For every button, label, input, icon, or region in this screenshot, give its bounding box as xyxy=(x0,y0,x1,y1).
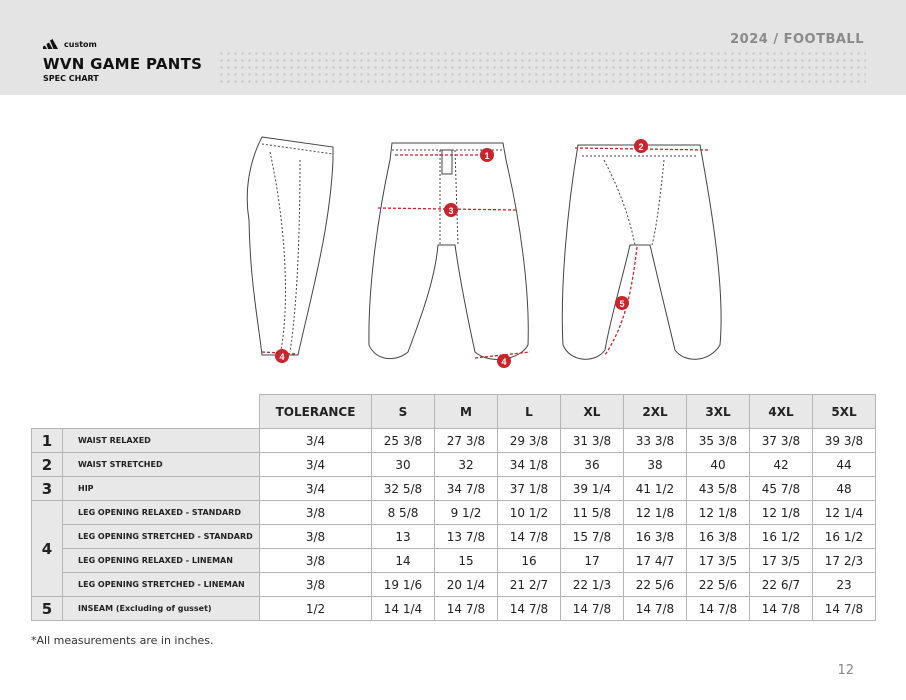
pants-illustration xyxy=(230,130,730,375)
row-number: 1 xyxy=(32,429,63,453)
cell: 12 1/8 xyxy=(750,501,813,525)
cell: 37 1/8 xyxy=(498,477,561,501)
table-row xyxy=(32,429,876,453)
cell: 17 xyxy=(561,549,624,573)
row-label: LEG OPENING RELAXED - STANDARD xyxy=(63,501,260,525)
cell: 14 7/8 xyxy=(813,597,876,621)
cell: 3/8 xyxy=(260,525,372,549)
cell: 13 7/8 xyxy=(435,525,498,549)
cell: 14 7/8 xyxy=(750,597,813,621)
cell: 20 1/4 xyxy=(435,573,498,597)
cell: 11 5/8 xyxy=(561,501,624,525)
cell: 15 xyxy=(435,549,498,573)
cell: 30 xyxy=(372,453,435,477)
callout-1 xyxy=(480,148,494,162)
cell: 3/4 xyxy=(260,453,372,477)
cell: 16 1/2 xyxy=(813,525,876,549)
col-m: M xyxy=(435,395,498,429)
page-number: 12 xyxy=(837,663,854,678)
page-title: WVN GAME PANTS xyxy=(43,55,203,73)
row-number: 5 xyxy=(32,597,63,621)
col-xl: XL xyxy=(561,395,624,429)
table-row xyxy=(32,525,876,549)
callout-5-label: 5 xyxy=(619,299,625,309)
col-4xl: 4XL xyxy=(750,395,813,429)
cell: 16 3/8 xyxy=(687,525,750,549)
col-3xl: 3XL xyxy=(687,395,750,429)
page-header xyxy=(0,0,906,95)
callout-3-label: 3 xyxy=(448,206,454,216)
cell: 27 3/8 xyxy=(435,429,498,453)
cell: 40 xyxy=(687,453,750,477)
cell: 14 7/8 xyxy=(624,597,687,621)
cell: 12 1/8 xyxy=(624,501,687,525)
page-subtitle: SPEC CHART xyxy=(43,74,99,83)
cell: 3/8 xyxy=(260,549,372,573)
front-view-pants xyxy=(369,143,528,359)
adidas-stripes-icon xyxy=(43,39,61,49)
brand-name: custom xyxy=(64,40,97,49)
callout-3 xyxy=(444,203,458,217)
cell: 17 2/3 xyxy=(813,549,876,573)
callout-1-label: 1 xyxy=(484,151,490,161)
cell: 14 xyxy=(372,549,435,573)
cell: 34 1/8 xyxy=(498,453,561,477)
row-label: WAIST STRETCHED xyxy=(63,453,260,477)
cell: 32 xyxy=(435,453,498,477)
cell: 39 1/4 xyxy=(561,477,624,501)
row-label: LEG OPENING RELAXED - LINEMAN xyxy=(63,549,260,573)
cell: 14 7/8 xyxy=(561,597,624,621)
back-view-pants xyxy=(562,145,721,359)
cell: 16 1/2 xyxy=(750,525,813,549)
cell: 19 1/6 xyxy=(372,573,435,597)
cell: 3/4 xyxy=(260,477,372,501)
cell: 8 5/8 xyxy=(372,501,435,525)
cell: 43 5/8 xyxy=(687,477,750,501)
row-number: 4 xyxy=(32,501,63,597)
cell: 36 xyxy=(561,453,624,477)
callout-2-label: 2 xyxy=(638,142,644,152)
col-tolerance: TOLERANCE xyxy=(260,395,372,429)
side-view-pants xyxy=(247,137,333,355)
callout-4-front xyxy=(497,354,511,368)
cell: 22 1/3 xyxy=(561,573,624,597)
row-label: WAIST RELAXED xyxy=(63,429,260,453)
cell: 14 1/4 xyxy=(372,597,435,621)
callout-4-front-label: 4 xyxy=(501,357,507,367)
cell: 17 3/5 xyxy=(687,549,750,573)
season-label: 2024 / FOOTBALL xyxy=(730,32,864,47)
cell: 45 7/8 xyxy=(750,477,813,501)
cell: 15 7/8 xyxy=(561,525,624,549)
table-row xyxy=(32,453,876,477)
cell: 25 3/8 xyxy=(372,429,435,453)
row-label: INSEAM (Excluding of gusset) xyxy=(63,597,260,621)
table-row xyxy=(32,501,876,525)
cell: 22 5/6 xyxy=(687,573,750,597)
cell: 9 1/2 xyxy=(435,501,498,525)
cell: 37 3/8 xyxy=(750,429,813,453)
col-2xl: 2XL xyxy=(624,395,687,429)
cell: 14 7/8 xyxy=(435,597,498,621)
cell: 48 xyxy=(813,477,876,501)
cell: 10 1/2 xyxy=(498,501,561,525)
cell: 29 3/8 xyxy=(498,429,561,453)
cell: 17 4/7 xyxy=(624,549,687,573)
cell: 14 7/8 xyxy=(687,597,750,621)
cell: 35 3/8 xyxy=(687,429,750,453)
row-label: HIP xyxy=(63,477,260,501)
table-row xyxy=(32,549,876,573)
cell: 12 1/8 xyxy=(687,501,750,525)
spec-table xyxy=(31,394,876,621)
cell: 17 3/5 xyxy=(750,549,813,573)
cell: 1/2 xyxy=(260,597,372,621)
cell: 22 6/7 xyxy=(750,573,813,597)
callout-5 xyxy=(615,296,629,310)
cell: 3/8 xyxy=(260,573,372,597)
header-blank xyxy=(32,395,260,429)
row-label: LEG OPENING STRETCHED - STANDARD xyxy=(63,525,260,549)
callout-2 xyxy=(634,139,648,153)
cell: 33 3/8 xyxy=(624,429,687,453)
row-label: LEG OPENING STRETCHED - LINEMAN xyxy=(63,573,260,597)
cell: 34 7/8 xyxy=(435,477,498,501)
cell: 39 3/8 xyxy=(813,429,876,453)
cell: 22 5/6 xyxy=(624,573,687,597)
cell: 44 xyxy=(813,453,876,477)
dot-pattern xyxy=(218,50,866,86)
callout-4-side-label: 4 xyxy=(279,352,285,362)
callout-4-side xyxy=(275,349,289,363)
cell: 3/8 xyxy=(260,501,372,525)
cell: 13 xyxy=(372,525,435,549)
table-row xyxy=(32,573,876,597)
row-number: 3 xyxy=(32,477,63,501)
footnote: *All measurements are in inches. xyxy=(31,634,214,647)
spec-table-header-row xyxy=(32,395,876,429)
cell: 42 xyxy=(750,453,813,477)
cell: 14 7/8 xyxy=(498,525,561,549)
cell: 32 5/8 xyxy=(372,477,435,501)
cell: 12 1/4 xyxy=(813,501,876,525)
cell: 16 3/8 xyxy=(624,525,687,549)
row-number: 2 xyxy=(32,453,63,477)
table-row xyxy=(32,597,876,621)
col-l: L xyxy=(498,395,561,429)
cell: 3/4 xyxy=(260,429,372,453)
cell: 23 xyxy=(813,573,876,597)
cell: 31 3/8 xyxy=(561,429,624,453)
cell: 38 xyxy=(624,453,687,477)
cell: 14 7/8 xyxy=(498,597,561,621)
cell: 21 2/7 xyxy=(498,573,561,597)
col-5xl: 5XL xyxy=(813,395,876,429)
col-s: S xyxy=(372,395,435,429)
cell: 41 1/2 xyxy=(624,477,687,501)
brand-logo xyxy=(43,39,97,49)
table-row xyxy=(32,477,876,501)
cell: 16 xyxy=(498,549,561,573)
